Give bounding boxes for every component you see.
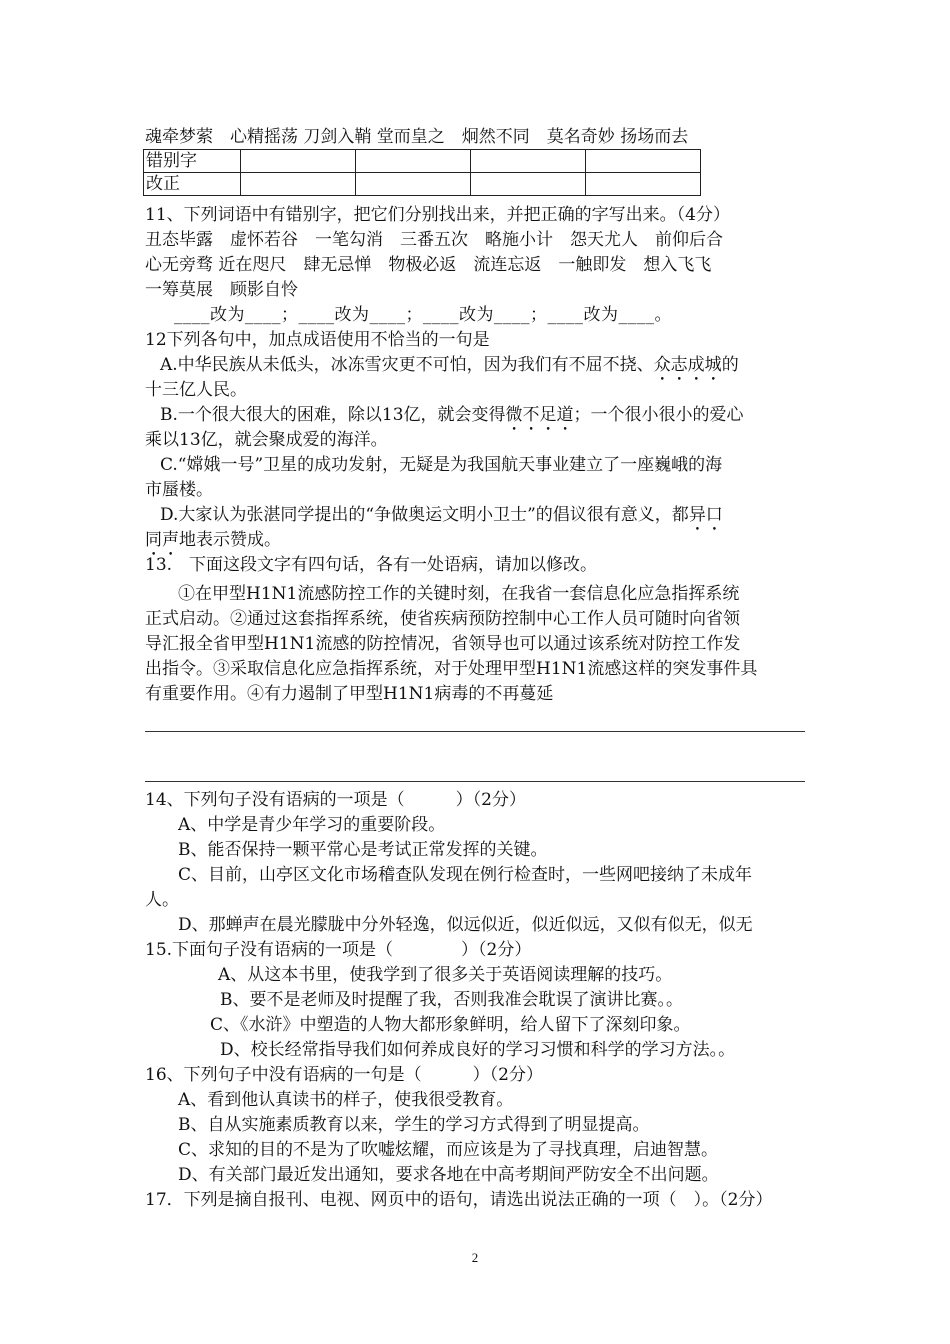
q15-title: 15.下面句子没有语病的一项是（ ）（2分） [145,940,532,960]
q14-option-c: C、目前，山亭区文化市场稽查队发现在例行检查时，一些网吧接纳了未成年 [178,865,753,885]
q13-paragraph: 出指令。③采取信息化应急指挥系统，对于处理甲型H1N1流感这样的突发事件具 [145,659,758,679]
q12-option-c: C.“嫦娥一号”卫星的成功发射，无疑是为我国航天事业建立了一座巍峨的海 [160,455,723,475]
option-text: 地表示赞成。 [179,530,281,550]
table-cell [586,173,701,196]
q12-option-b-cont: 乘以13亿，就会聚成爱的海洋。 [145,430,388,450]
correction-table [143,149,701,196]
q15-option-c: C、《水浒》中塑造的人物大都形象鲜明，给人留下了深刻印象。 [210,1015,691,1035]
q17-title: 17．下列是摘自报刊、电视、网页中的语句，请选出说法正确的一项（ ）。（2分） [145,1190,773,1210]
table-cell [586,150,701,173]
q11-answer-blanks: ____改为____；____改为____；____改为____；____改为____。 [174,305,672,325]
q16-option-d: D、有关部门最近发出通知，要求各地在中高考期间严防安全不出问题。 [178,1165,719,1185]
table-cell [471,173,586,196]
q12-option-c-cont: 市蜃楼。 [145,480,213,500]
q14-option-d: D、那蝉声在晨光朦胧中分外轻逸，似远似近，似近似远，又似有似无，似无 [178,915,753,935]
q13-paragraph: 正式启动。②通过这套指挥系统，使省疾病预防控制中心工作人员可随时向省领 [145,609,740,629]
q14-option-c-cont: 人。 [145,890,179,910]
option-text: D.大家认为张湛同学提出的“争做奥运文明小卫士”的倡议很有意义，都 [160,505,689,525]
q16-title: 16、下列句子中没有语病的一句是（ ）（2分） [145,1065,543,1085]
q11-words: 心无旁骛 近在咫尺 肆无忌惮 物极必返 流连忘返 一触即发 想入飞飞 [145,255,712,275]
q12-option-a-cont: 十三亿人民。 [145,380,247,400]
q14-option-b: B、能否保持一颗平常心是考试正常发挥的关键。 [178,840,548,860]
q13-title: 13. 下面这段文字有四句话，各有一处语病，请加以修改。 [145,555,598,575]
table-cell [241,173,356,196]
q15-option-a: A、从这本书里，使我学到了很多关于英语阅读理解的技巧。 [218,965,673,985]
q16-option-a: A、看到他认真读书的样子，使我很受教育。 [178,1090,514,1110]
table-row-label: 错别字 [144,150,241,173]
option-text: ；一个很小很小的爱心 [573,405,744,425]
q12-title: 12下列各句中，加点成语使用不恰当的一句是 [145,330,490,350]
q11-words: 丑态毕露 虚怀若谷 一笔勾消 三番五次 略施小计 怨天尤人 前仰后合 [145,230,723,250]
q13-paragraph: 有重要作用。④有力遏制了甲型H1N1病毒的不再蔓延 [145,684,554,704]
option-text: A.中华民族从未低头，冰冻雪灾更不可怕，因为我们有不屈不挠、 [160,355,654,375]
option-text: B.一个很大很大的困难，除以13亿，就会变得 [160,405,506,425]
dotted-idiom: 同声 [145,530,179,550]
idiom-list: 魂牵梦萦 心精摇荡 刀剑入鞘 堂而皇之 炯然不同 莫名奇妙 扬场而去 [145,127,689,147]
table-cell [241,150,356,173]
q14-option-a: A、中学是青少年学习的重要阶段。 [178,815,446,835]
dotted-idiom: 众志成城 [653,355,722,375]
page-number: 2 [471,1250,479,1265]
answer-line [145,781,805,782]
dotted-idiom: 异口 [688,505,723,525]
q15-option-b: B、要不是老师及时提醒了我，否则我准会耽误了演讲比赛。。 [220,990,683,1010]
q11-title: 11、下列词语中有错别字，把它们分别找出来，并把正确的字写出来。（4分） [145,205,730,225]
q13-paragraph: 导汇报全省甲型H1N1流感的防控情况，省领导也可以通过该系统对防控工作发 [145,634,741,654]
option-text: 的 [721,355,739,375]
q15-option-d: D、校长经常指导我们如何养成良好的学习习惯和科学的学习方法。。 [220,1040,736,1060]
table-row-label: 改正 [144,173,241,196]
table-cell [471,150,586,173]
dotted-idiom: 微不足道 [505,405,574,425]
q11-words: 一筹莫展 顾影自怜 [145,280,298,300]
q13-paragraph: ①在甲型H1N1流感防控工作的关键时刻，在我省一套信息化应急指挥系统 [178,584,740,604]
q16-option-c: C、求知的目的不是为了吹嘘炫耀，而应该是为了寻找真理，启迪智慧。 [178,1140,719,1160]
q16-option-b: B、自从实施素质教育以来，学生的学习方式得到了明显提高。 [178,1115,650,1135]
table-cell [356,173,471,196]
answer-line [145,731,805,732]
table-cell [356,150,471,173]
q14-title: 14、下列句子没有语病的一项是（ ）（2分） [145,790,526,810]
